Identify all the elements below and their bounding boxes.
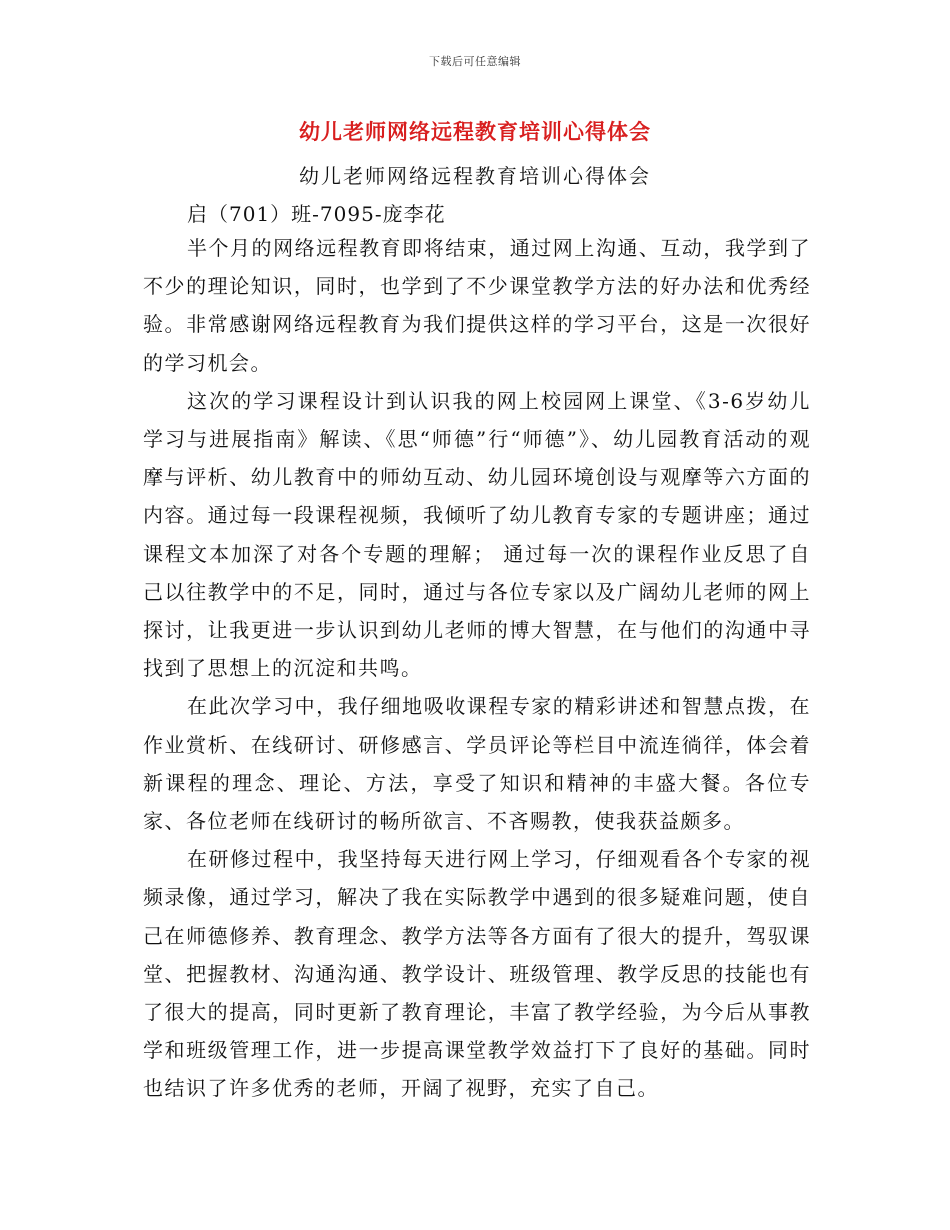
document-body: [143, 229, 811, 1108]
paragraph-2: 这次的学习课程设计到认识我的网上校园网上课堂、《3-6岁幼儿学习与进展指南》解读、《思“师德”行“师德”》、幼儿园教育活动的观摩与评析、幼儿教育中的师幼互动、幼儿园环境创设与观摩等六方面的内容。通过每一段课程视频，我倾听了幼儿教育专家的专题讲座；通过课程文本加深了对各个专题的理解； 通过每一次的课程作业反思了自己以往教学中的不足，同时，通过与各位专家以及广阔幼儿老师的网上探讨，让我更进一步认识到幼儿老师的博大智慧，在与他们的沟通中寻找到了思想上的沉淀和共鸣。: [143, 388, 811, 681]
paragraph-4: 在研修过程中，我坚持每天进行网上学习，仔细观看各个专家的视频录像，通过学习，解决了我在实际教学中遇到的很多疑难问题，使自己在师德修养、教育理念、教学方法等各方面有了很大的提升，驾驭课堂、把握教材、沟通沟通、教学设计、班级管理、教学反思的技能也有了很大的提高，同时更新了教育理论，丰富了教学经验，为今后从事教学和班级管理工作，进一步提高课堂教学效益打下了良好的基础。同时也结识了许多优秀的老师，开阔了视野，充实了自己。: [143, 847, 811, 1101]
document-title: 幼儿老师网络远程教育培训心得体会: [299, 119, 651, 144]
paragraph-1: 半个月的网络远程教育即将结束，通过网上沟通、互动，我学到了不少的理论知识，同时，也学到了不少课堂教学方法的好办法和优秀经验。非常感谢网络远程教育为我们提供这样的学习平台，这是一次很好的学习机会。: [143, 236, 811, 375]
paragraph-3: 在此次学习中，我仔细地吸收课程专家的精彩讲述和智慧点拨，在作业赏析、在线研讨、研修感言、学员评论等栏目中流连徜徉，体会着新课程的理念、理论、方法，享受了知识和精神的丰盛大餐。各位专家、各位老师在线研讨的畅所欲言、不吝赐教，使我获益颇多。: [143, 694, 811, 834]
header-note: 下载后可任意编辑: [429, 55, 521, 68]
document-subtitle: 幼儿老师网络远程教育培训心得体会: [299, 164, 651, 188]
author-line: 启（701）班-7095-庞李花: [187, 202, 446, 226]
